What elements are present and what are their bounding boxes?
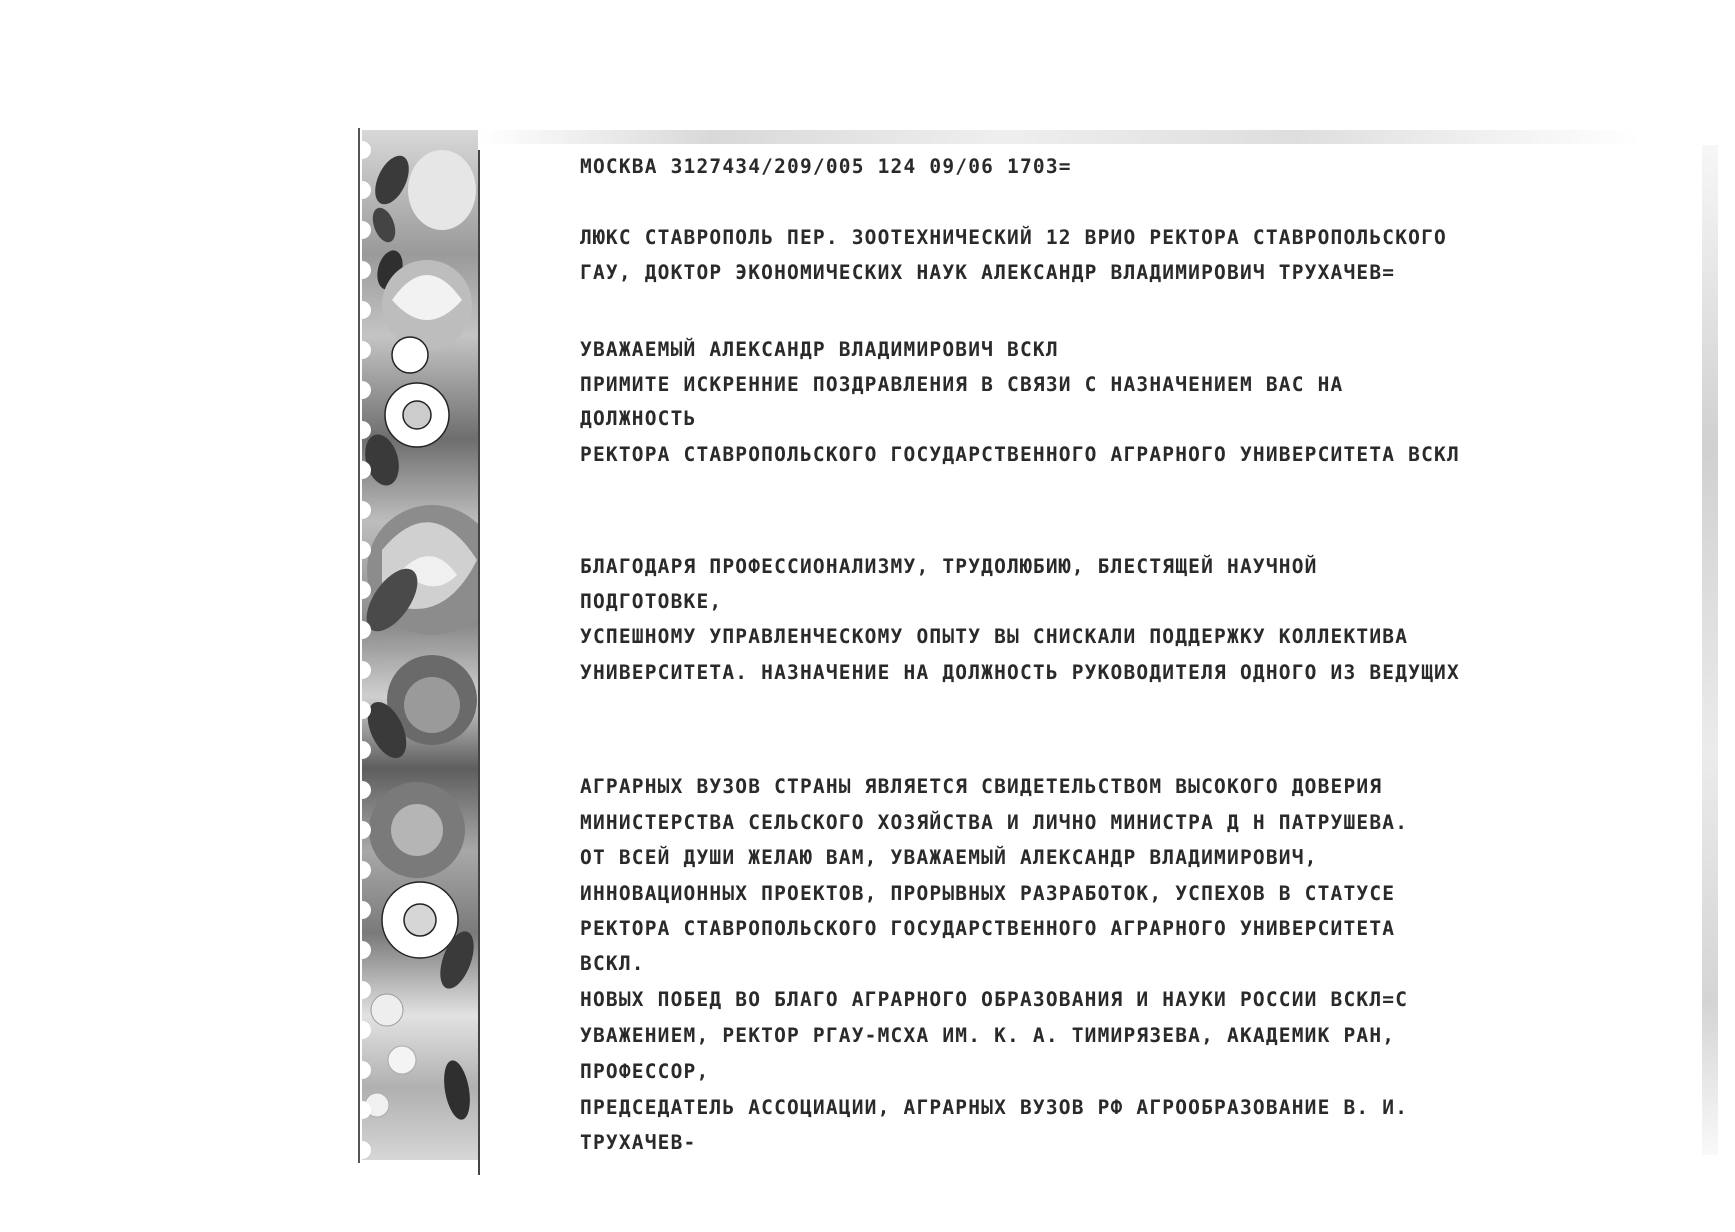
body2-line-4: ИННОВАЦИОННЫХ ПРОЕКТОВ, ПРОРЫВНЫХ РАЗРАБОТОК, УСПЕХОВ В СТАТУСЕ [580,882,1396,905]
body2-line-3: ОТ ВСЕЙ ДУШИ ЖЕЛАЮ ВАМ, УВАЖАЕМЫЙ АЛЕКСАНДР ВЛАДИМИРОВИЧ, [580,846,1318,869]
greeting-line-3: ДОЛЖНОСТЬ [580,407,697,430]
body2-line-6: ВСКЛ. [580,952,645,975]
body1-line-1: БЛАГОДАРЯ ПРОФЕССИОНАЛИЗМУ, ТРУДОЛЮБИЮ, БЛЕСТЯЩЕЙ НАУЧНОЙ [580,555,1318,578]
body2-line-8: УВАЖЕНИЕМ, РЕКТОР РГАУ-МСХА ИМ. К. А. ТИМИРЯЗЕВА, АКАДЕМИК РАН, [580,1024,1396,1047]
blank-right-edge [1702,145,1718,1155]
strip-border-line [478,150,480,1175]
body1-line-4: УНИВЕРСИТЕТА. НАЗНАЧЕНИЕ НА ДОЛЖНОСТЬ РУКОВОДИТЕЛЯ ОДНОГО ИЗ ВЕДУЩИХ [580,661,1460,684]
greeting-line-2: ПРИМИТЕ ИСКРЕННИЕ ПОЗДРАВЛЕНИЯ В СВЯЗИ С НАЗНАЧЕНИЕМ ВАС НА [580,373,1344,396]
body2-line-1: АГРАРНЫХ ВУЗОВ СТРАНЫ ЯВЛЯЕТСЯ СВИДЕТЕЛЬСТВОМ ВЫСОКОГО ДОВЕРИЯ [580,775,1383,798]
greeting-line-4: РЕКТОРА СТАВРОПОЛЬСКОГО ГОСУДАРСТВЕННОГО АГРАРНОГО УНИВЕРСИТЕТА ВСКЛ [580,443,1460,466]
body2-line-11: ТРУХАЧЕВ- [580,1131,697,1154]
blank-top-edge [480,130,1640,144]
body2-line-9: ПРОФЕССОР, [580,1060,710,1083]
address-line-1: ЛЮКС СТАВРОПОЛЬ ПЕР. ЗООТЕХНИЧЕСКИЙ 12 ВРИО РЕКТОРА СТАВРОПОЛЬСКОГО [580,226,1447,249]
address-line-2: ГАУ, ДОКТОР ЭКОНОМИЧЕСКИХ НАУК АЛЕКСАНДР ВЛАДИМИРОВИЧ ТРУХАЧЕВ= [580,261,1396,284]
body2-line-7: НОВЫХ ПОБЕД ВО БЛАГО АГРАРНОГО ОБРАЗОВАНИЯ И НАУКИ РОССИИ ВСКЛ=С [580,988,1409,1011]
floral-decor-image [362,130,478,1160]
body1-line-2: ПОДГОТОВКЕ, [580,590,723,613]
body1-line-3: УСПЕШНОМУ УПРАВЛЕНЧЕСКОМУ ОПЫТУ ВЫ СНИСКАЛИ ПОДДЕРЖКУ КОЛЛЕКТИВА [580,625,1409,648]
greeting-line-1: УВАЖАЕМЫЙ АЛЕКСАНДР ВЛАДИМИРОВИЧ ВСКЛ [580,338,1059,361]
telegram-header: МОСКВА 3127434/209/005 124 09/06 1703= [580,155,1072,178]
body2-line-10: ПРЕДСЕДАТЕЛЬ АССОЦИАЦИИ, АГРАРНЫХ ВУЗОВ РФ АГРООБРАЗОВАНИЕ В. И. [580,1096,1409,1119]
floral-decor-strip [362,130,478,1160]
body2-line-2: МИНИСТЕРСТВА СЕЛЬСКОГО ХОЗЯЙСТВА И ЛИЧНО МИНИСТРА Д Н ПАТРУШЕВА. [580,811,1409,834]
blank-left-border [358,128,360,1163]
body2-line-5: РЕКТОРА СТАВРОПОЛЬСКОГО ГОСУДАРСТВЕННОГО АГРАРНОГО УНИВЕРСИТЕТА [580,917,1396,940]
